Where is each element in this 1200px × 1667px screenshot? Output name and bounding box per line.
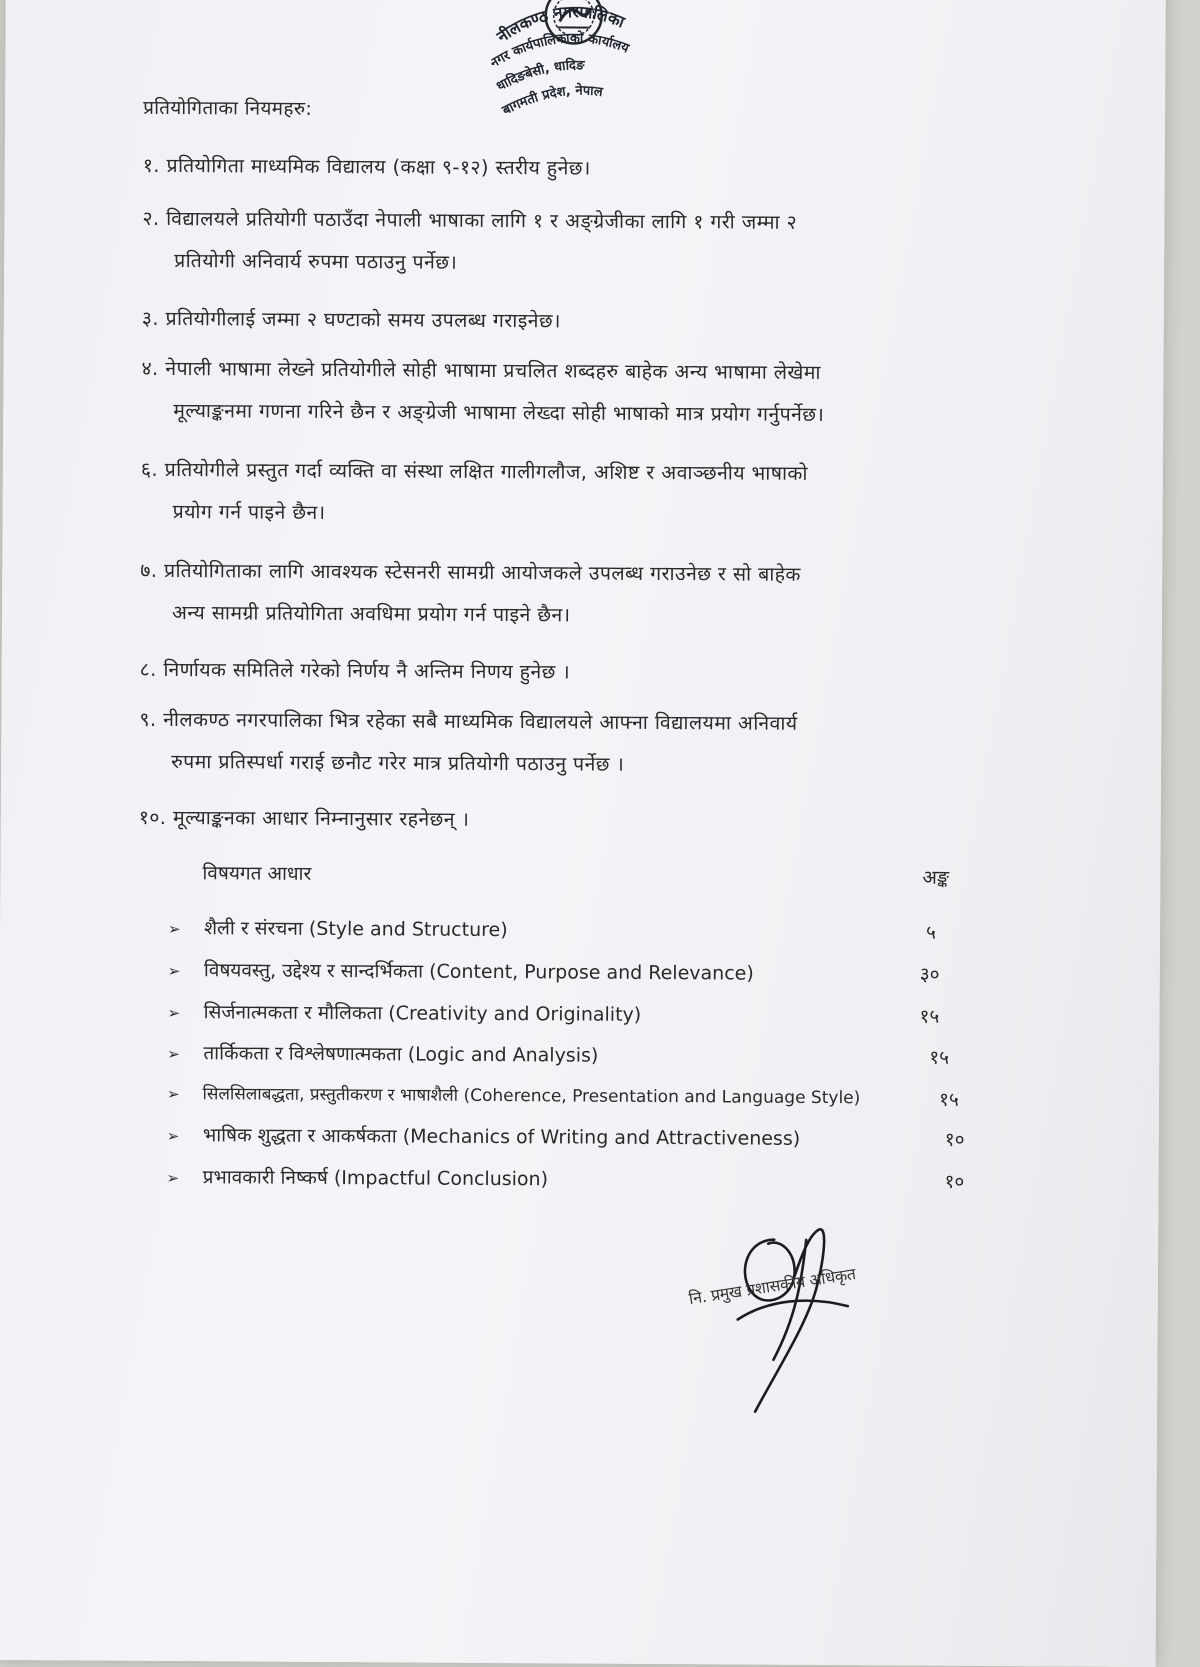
rule-item (140, 649, 571, 694)
rule-text-continued: प्रतियोगी अनिवार्य रुपमा पठाउनु पर्नेछ। (174, 249, 458, 274)
rule-number: ३. (141, 306, 160, 330)
rule-number: २. (142, 206, 160, 230)
criteria-row (168, 914, 988, 957)
criteria-column-title: विषयगत आधार (202, 862, 312, 885)
rule-item (142, 298, 561, 343)
rule-text: प्रतियोगिताका लागि आवश्यक स्टेसनरी सामग्री आयोजकले उपलब्ध गराउनेछ र सो बाहेक (163, 558, 801, 586)
rule-text: नेपाली भाषामा लेख्ने प्रतियोगीले सोही भाषामा प्रचलित शब्दहरु बाहेक अन्य भाषामा लेखेमा (165, 356, 821, 384)
arrow-bullet-icon: ➢ (167, 1085, 180, 1104)
criteria-row (167, 1039, 987, 1082)
rule-text: नीलकण्ठ नगरपालिका भित्र रहेका सबै माध्यमिक विद्यालयले आफ्ना विद्यालयमा अनिवार्य (163, 707, 798, 735)
signature-scribble-icon (677, 1199, 918, 1440)
criteria-marks-title: अङ्क (922, 866, 950, 889)
arrow-bullet-icon: ➢ (168, 920, 181, 939)
rule-item (139, 797, 470, 841)
criteria-label: विषयवस्तु, उद्देश्य र सान्दर्भिकता (Content, Purpose and Relevance) (203, 959, 754, 985)
arrow-bullet-icon: ➢ (167, 962, 181, 981)
stamp-line-4: बागमती प्रदेश, नेपाल (500, 83, 604, 119)
rule-number: १. (142, 153, 160, 177)
signer-title: नि. प्रमुख प्रशासकीय अधिकृत (687, 1264, 857, 1309)
criteria-label: सिलसिलाबद्धता, प्रस्तुतीकरण र भाषाशैली (Coherence, Presentation and Language Style) (202, 1084, 861, 1109)
criteria-marks: १० (944, 1128, 965, 1151)
rule-item (139, 699, 798, 787)
rule-text: प्रतियोगिता माध्यमिक विद्यालय (कक्षा ९-१२) स्तरीय हुनेछ। (166, 153, 591, 180)
rule-number: ७. (140, 558, 158, 582)
rule-item (143, 145, 591, 190)
rule-item (141, 348, 824, 436)
criteria-row (167, 1121, 987, 1164)
criteria-marks: १५ (929, 1046, 950, 1069)
rule-text: निर्णायक समितिले गरेको निर्णय नै अन्तिम निणय हुनेछ । (163, 657, 571, 684)
svg-text:बागमती प्रदेश, नेपाल (499, 82, 605, 120)
stamp-line-1: नीलकण्ठ नगरपालिका (493, 2, 628, 47)
stamp-line-2: नगर कार्यपालिकाको कार्यालय (490, 31, 631, 72)
criteria-label: भाषिक शुद्धता र आकर्षकता (Mechanics of Writing and Attractiveness) (202, 1124, 801, 1150)
rule-text-continued: रुपमा प्रतिस्पर्धा गराई छनौट गरेर मात्र प्रतियोगी पठाउनु पर्नेछ । (171, 750, 625, 776)
rule-text: मूल्याङ्कनका आधार निम्नानुसार रहनेछन् । (172, 806, 470, 831)
rule-number: ६. (140, 457, 159, 481)
rule-text: प्रतियोगीले प्रस्तुत गर्दा व्यक्ति वा संस्था लक्षित गालीगलौज, अशिष्ट र अवाञ्छनीय भाषाको (164, 457, 808, 485)
arrow-bullet-icon: ➢ (167, 1004, 181, 1023)
criteria-marks: १५ (919, 1005, 940, 1028)
criteria-row (168, 956, 988, 999)
rule-text-continued: मूल्याङ्कनमा गणना गरिने छैन र अङ्ग्रेजी भाषामा लेख्दा सोही भाषाको मात्र प्रयोग गर्नुपर्नेछ। (173, 399, 825, 427)
rule-text-continued: अन्य सामग्री प्रतियोगिता अवधिमा प्रयोग गर्न पाइने छैन। (171, 601, 571, 627)
criteria-marks: ३० (919, 963, 940, 986)
criteria-row (167, 998, 987, 1041)
rule-item (141, 449, 809, 537)
criteria-row (167, 1081, 987, 1124)
criteria-label: प्रभावकारी निष्कर्ष (Impactful Conclusion) (202, 1166, 549, 1191)
stamp-seal-icon (491, 0, 652, 134)
rule-item (142, 198, 797, 286)
criteria-label: शैली र संरचना (Style and Structure) (204, 917, 508, 942)
rule-text-continued: प्रयोग गर्न पाइने छैन। (172, 500, 326, 524)
rule-number: ९. (139, 707, 157, 731)
criteria-label: तार्किकता र विश्लेषणात्मकता (Logic and Analysis) (203, 1042, 599, 1067)
arrow-bullet-icon: ➢ (166, 1169, 180, 1188)
rule-number: १०. (138, 805, 167, 829)
rules-heading: प्रतियोगिताका नियमहरु: (143, 96, 313, 120)
rule-item (140, 550, 801, 638)
arrow-bullet-icon: ➢ (167, 1045, 180, 1064)
criteria-marks: ५ (926, 921, 937, 944)
rule-number: ४. (141, 356, 159, 380)
signature (677, 1199, 918, 1440)
rule-text: प्रतियोगीलाई जम्मा २ घण्टाको समय उपलब्ध गराइनेछ। (165, 306, 561, 333)
stamp-line-3: धादिङबेसी, धादिङ (494, 58, 585, 95)
rule-text: विद्यालयले प्रतियोगी पठाउँदा नेपाली भाषाका लागि १ र अङ्ग्रेजीका लागि १ गरी जम्मा २ (166, 206, 798, 234)
criteria-marks: १० (944, 1170, 965, 1193)
arrow-bullet-icon: ➢ (166, 1127, 180, 1146)
municipality-stamp (491, 0, 652, 134)
criteria-label: सिर्जनात्मकता र मौलिकता (Creativity and Originality) (203, 1001, 642, 1026)
rule-number: ८. (139, 657, 157, 681)
criteria-marks: १५ (938, 1088, 959, 1111)
